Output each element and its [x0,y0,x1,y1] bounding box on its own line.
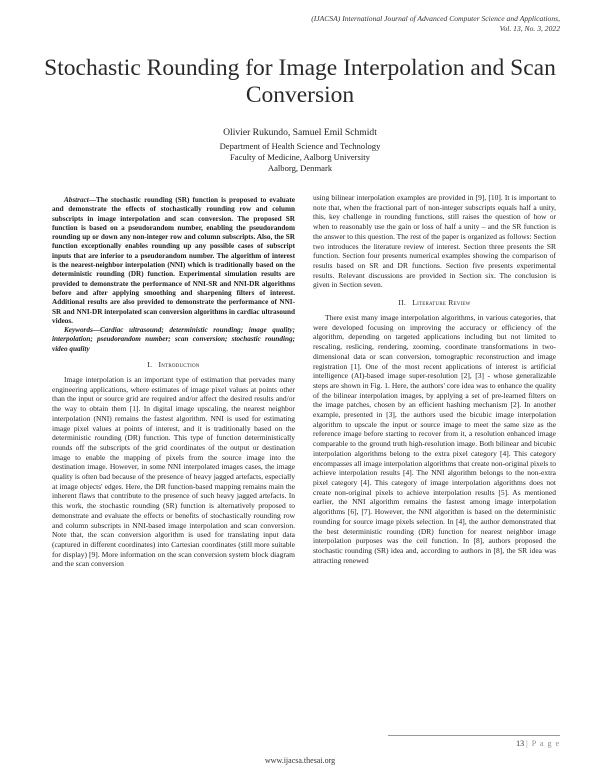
page-number [516,739,560,748]
page-word: | P a g e [526,739,560,748]
abstract-lead: Abstract [64,196,89,204]
introduction-continued-paragraph: using bilinear interpolation examples are provided in [9], [10]. It is important to note that, when the fractional part of non-integer subscripts equals half a unity, this, key challenge in rounding functions, still raises the question of how or when to reasonably use the gain or loss of half a unity – and the SR function is the answer to this question. The rest of the paper is organized as follows: Section two introduces the literature review of interest. Section three presents the SR function. Section four presents numerical examples showing the comparison of results based on SR and DR functions. Section five presents experimental results. Relevant discussions are provided in Section six. The conclusion is given in Section seven. [313,193,556,290]
footer-divider [388,735,560,736]
section-title: Literature Review [412,298,471,308]
paper-title: Stochastic Rounding for Image Interpolation and Scan Conversion [44,55,556,108]
journal-volume: Vol. 13, No. 3, 2022 [499,24,560,33]
authors: Olivier Rukundo, Samuel Emil Schmidt [223,127,377,138]
keywords [52,326,295,354]
journal-url: www.ijacsa.thesai.org [264,756,336,765]
affiliation [0,141,600,174]
literature-review-paragraph: There exist many image interpolation algorithms, in various categories, that were developed focusing on improving the accuracy or efficiency of the algorithm, depending on targeted applications including but not limited to rescaling, reslicing, rendering, zooming, coordinate transformations in two-dimensional data or scan conversion, tomographic reconstruction and image registration [1]. One of the most recent applications of interest is artificial intelligence (AI)-based image super-resolution [2], [3] - whose generalizable steps are shown in Fig. 1. Here, the authors' core idea was to enhance the quality of the bilinear interpolation images, by applying a set of pre-learned filters on the image patches, chosen by an efficient hashing mechanism [2]. In another example, presented in [3], the authors used the bicubic image interpolation algorithm to upscale the input or source image to meet the same size as the reference image before starting to recover from it, a resolution enhanced image comparable to the ground truth high-resolution image. Both bilinear and bicubic interpolation algorithms belong to the extra pixel category [4]. This category encompasses all image interpolation algorithms that create non-original pixels to achieve interpolation results [4]. The NNI algorithm belongs to the non-extra pixel category [4]. This category of image interpolation algorithms does not create non-original pixels to achieve interpolation results [5]. As mentioned earlier, the NNI algorithm remains the fastest among image interpolation algorithms [6], [7]. However, the NNI algorithm is based on the deterministic rounding for source image pixels selection. In [4], the author demonstrated that the best deterministic rounding (DR) function for nearest neighbor image interpolation purposes was the ceil function. In [8], authors proposed the stochastic rounding (SR) idea and, according to authors in [8], the SR idea was attracting renewed [313,313,556,565]
affiliation-location: Aalborg, Denmark [267,163,333,173]
keywords-text: —Cardiac ultrasound; deterministic rounding; image quality; interpolation; pseudorandom number; scan conversion; stochastic rounding; video quality [52,326,295,353]
section-heading-literature-review [313,298,556,308]
affiliation-department: Department of Health Science and Technology [219,141,381,151]
left-column [52,196,295,569]
affiliation-faculty: Faculty of Medicine, Aalborg University [230,152,370,162]
journal-name: (IJACSA) International Journal of Advanced Computer Science and Applications, [311,14,560,23]
section-number: II. [398,298,406,308]
right-column [313,193,556,565]
page-number-value: 13 [516,739,525,748]
keywords-lead: Keywords [64,326,93,335]
journal-header [180,14,560,34]
abstract [52,196,295,326]
section-heading-introduction [52,360,295,370]
section-number: I. [147,360,153,370]
section-title: Introduction [158,360,200,370]
introduction-paragraph: Image interpolation is an important type of estimation that pervades many engineering applications, where estimates of image pixel values at points other than the input or source grid are required and/or affect the desired results and/or the way to obtain them [1]. In digital image upscaling, the nearest neighbor interpolation (NNI) remains the fastest algorithm. NNI is used for estimating image pixel values at points of interest, and it is traditionally based on the deterministic rounding (DR) function. This type of function deterministically rounds off the subscripts of the grid coordinates of the output or destination image to enable the mapping of pixels from the source image into the destination image. However, in some NNI interpolated images cases, the image quality is often bad because of the presence of heavy jagged artefacts, especially at image objects' edges. Here, the DR function-based mapping remains main the inherent flaws that contribute to the presence of such heavy jagged artefacts. In this work, the stochastic rounding (SR) function is alternatively proposed to demonstrate and evaluate the effects or benefits of stochastically rounding row and column subscripts in NNI-based image interpolation and scan conversion. Note that, the scan conversion algorithm is used for translating input data (captured in different coordinates) into Cartesian coordinates (still more suitable for display) [9]. More information on the scan conversion system block diagram and the scan conversion [52,375,295,569]
abstract-text: —The stochastic rounding (SR) function is proposed to evaluate and demonstrate the effects of stochastically rounding row and column subscripts in image interpolation and scan conversion. The proposed SR function is based on a pseudorandom number, enabling the pseudorandom rounding up or down any non-integer row and column subscripts. Also, the SR function exceptionally enables rounding up any possible cases of subscript inputs that are inferior to a pseudorandom number. The algorithm of interest is the nearest-neighbor interpolation (NNI) which is traditionally based on the deterministic rounding (DR) function. Experimental simulation results are provided to demonstrate the performance of NNI-SR and NNI-DR algorithms before and after applying smoothing and sharpening filters of interest. Additional results are also provided to demonstrate the performance of NNI-SR and NNI-DR interpolated scan conversion algorithms in cardiac ultrasound videos. [52,196,295,325]
